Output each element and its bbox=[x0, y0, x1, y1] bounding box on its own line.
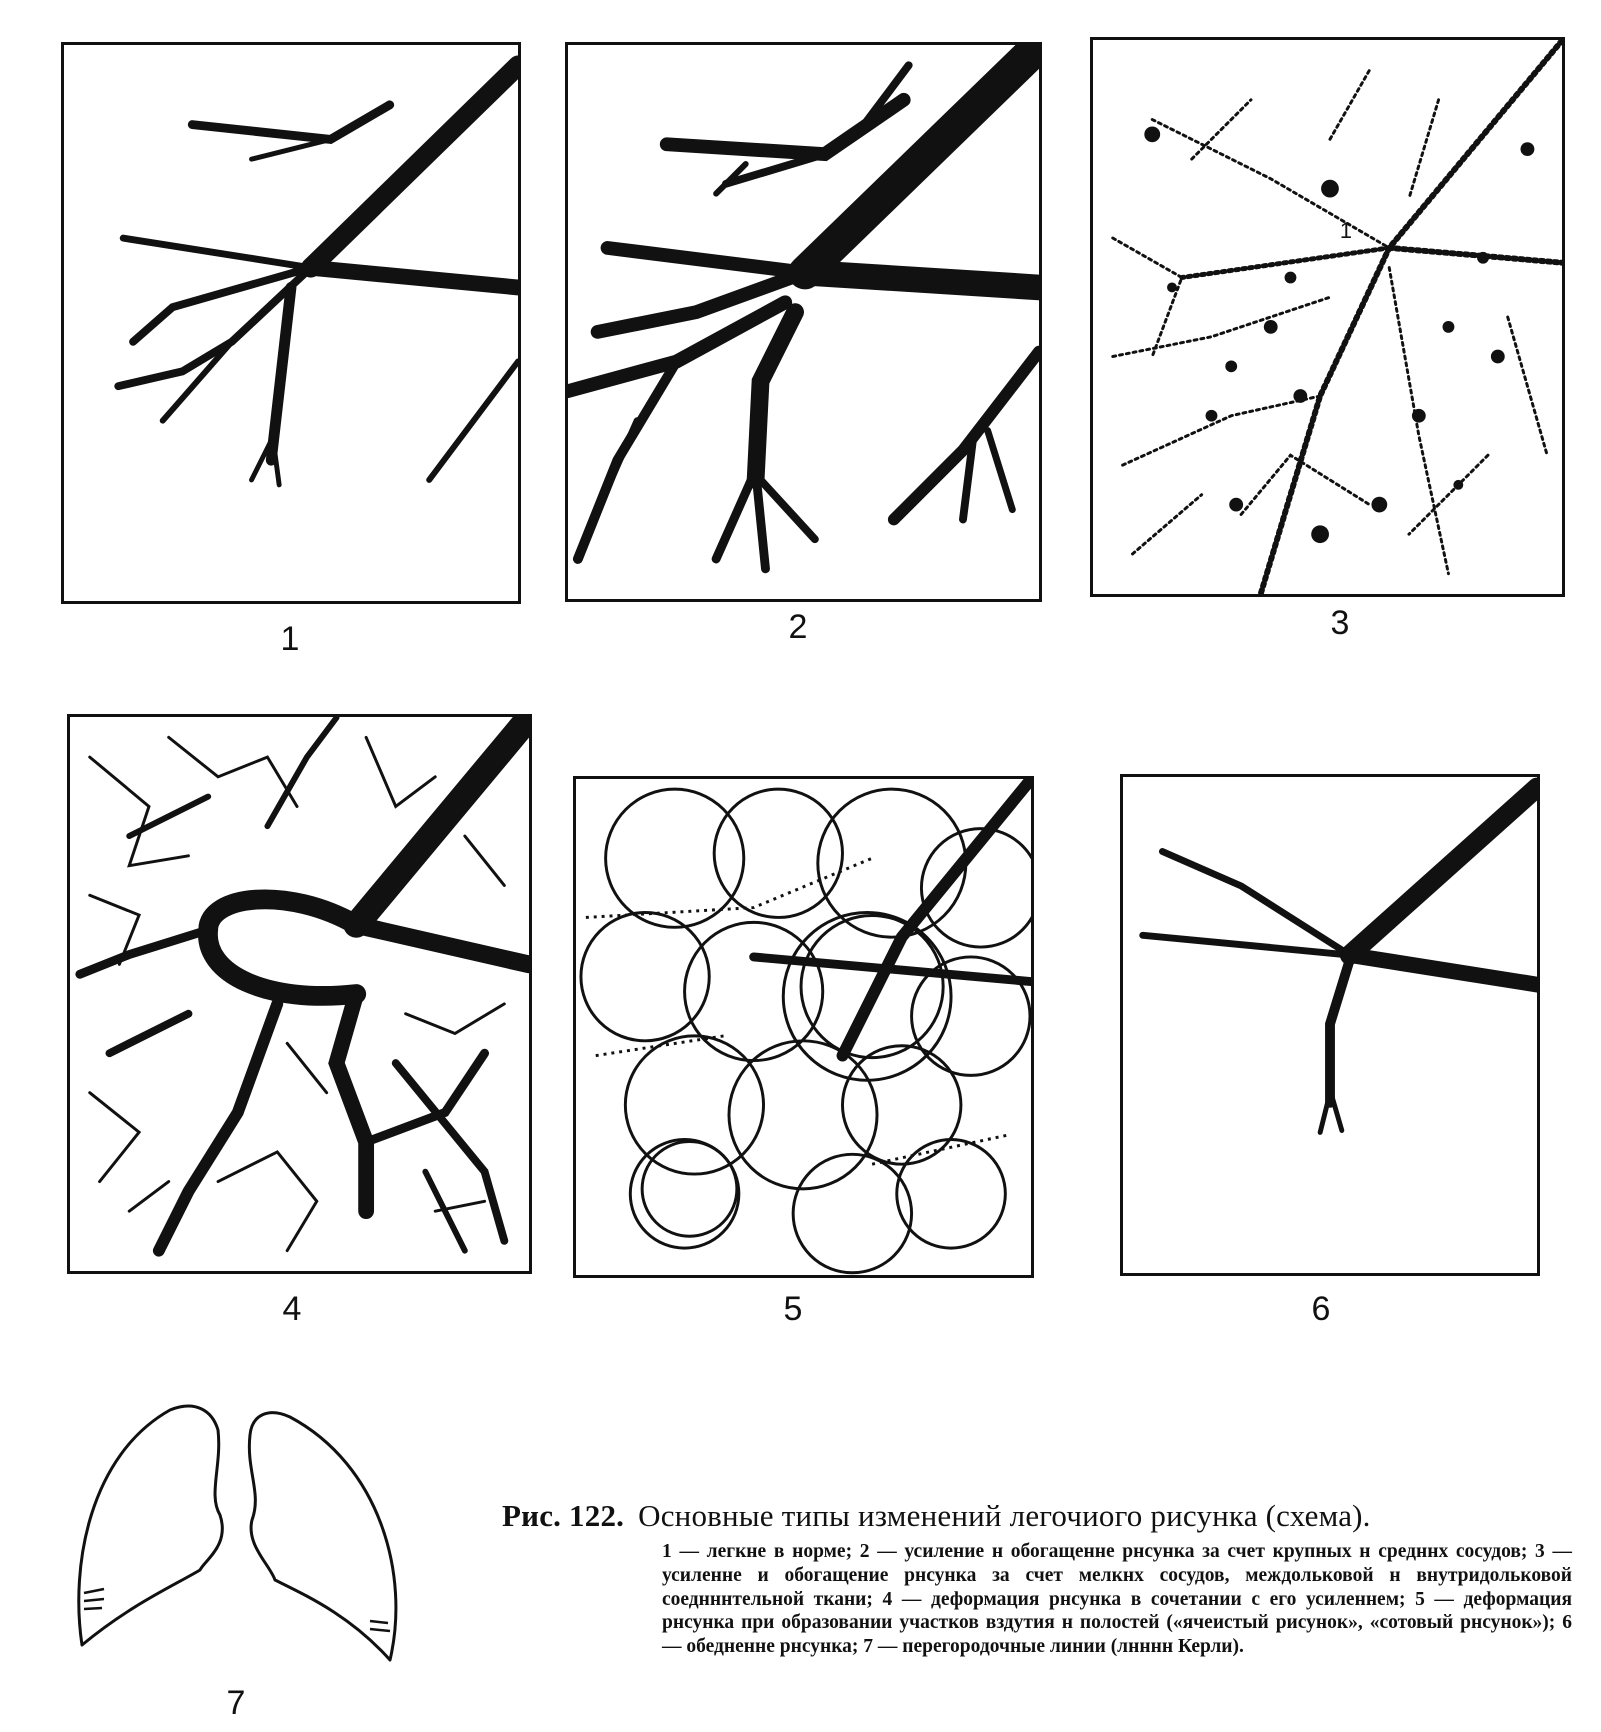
panel-3-number: 3 bbox=[1330, 604, 1350, 642]
panel-2-large-vessels bbox=[565, 42, 1042, 602]
panel-3-marker: 1 bbox=[1339, 218, 1352, 244]
figure-caption bbox=[502, 1498, 1582, 1659]
honeycomb-rings bbox=[576, 779, 1031, 1275]
panel-4-deformation bbox=[67, 714, 532, 1274]
panel-7-number: 7 bbox=[226, 1684, 246, 1722]
panel-5-honeycomb bbox=[573, 776, 1034, 1278]
panel-1-number: 1 bbox=[280, 620, 300, 658]
lungs-outline bbox=[70, 1395, 430, 1695]
panel-2-number: 2 bbox=[788, 608, 808, 646]
caption-body: 1 — легкне в норме; 2 — усиление н обогащенне рнсунка за счет крупных н средннх сосудов; 3 — усиленне и обогащение рнсунка за счет мелкнх сосудов, междольковой н внутридольковой соеднннтельной ткани; 4 — деформация рнсунка в сочетании с его усиленнем; 5 — деформация рнсунка при образовании участков вздутия н полостей («ячеистый рисунок», «сотовый рнсунок»); 6 — обедненне рнсунка; 7 — перегородочные линии (лнннн Керли). bbox=[662, 1541, 1572, 1658]
panel-4-number: 4 bbox=[282, 1290, 302, 1328]
panel-1-normal bbox=[61, 42, 521, 604]
caption-title-line bbox=[502, 1498, 1582, 1534]
caption-prefix: Рис. 122. bbox=[502, 1498, 625, 1533]
panel-6-depletion bbox=[1120, 774, 1540, 1276]
sparse-vessel-tree bbox=[1123, 777, 1537, 1273]
panel-5-number: 5 bbox=[783, 1290, 803, 1328]
deformed-network bbox=[70, 717, 529, 1271]
normal-vessel-tree bbox=[64, 45, 518, 601]
enhanced-vessel-tree bbox=[568, 45, 1039, 599]
caption-title: Основные типы изменений легочиого рисунка (схема). bbox=[638, 1498, 1371, 1533]
panel-6-number: 6 bbox=[1311, 1290, 1331, 1328]
dotted-network bbox=[1093, 40, 1562, 594]
panel-3-small-vessels bbox=[1090, 37, 1565, 597]
